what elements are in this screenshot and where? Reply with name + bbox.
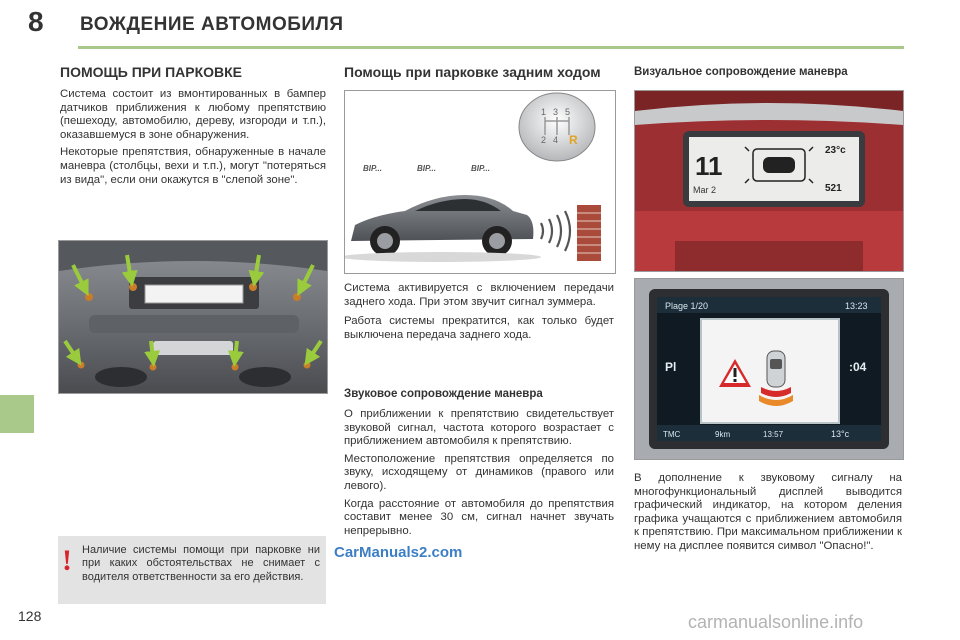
middle-paragraph-4: Местоположение препятствия определяется по звуку, исходящему от динамиков (правого или левого). xyxy=(344,452,614,492)
left-paragraph-2: Некоторые препятствия, обнаруженные в начале маневра (столбцы, вехи и т.п.), могут "потеряться из вида", если они окажутся в "слепой зоне". xyxy=(60,146,326,186)
chapter-side-tab xyxy=(0,395,34,433)
screen-side-left: Pl xyxy=(665,360,677,374)
screen-bottom-temp: 13°c xyxy=(831,429,850,439)
right-text-block xyxy=(634,472,902,554)
beep-label-1: BIP... xyxy=(363,164,382,173)
left-text-block xyxy=(60,88,326,187)
section-heading-reverse-parking: Помощь при парковке задним ходом xyxy=(344,64,601,80)
watermark-carmanualsonline: carmanualsonline.info xyxy=(688,612,864,632)
multifunction-screen-photo xyxy=(634,278,904,460)
middle-text-block-2 xyxy=(344,408,614,538)
screen-side-right: :04 xyxy=(849,360,867,374)
gear-digit-r: R xyxy=(569,133,578,147)
chapter-number: 8 xyxy=(28,6,44,37)
middle-paragraph-5: Когда расстояние от автомобиля до препятствия составит менее 30 см, сигнал начнет звучать непрерывно. xyxy=(344,497,614,537)
gear-digit-4: 4 xyxy=(553,135,559,145)
section-heading-visual-assistance: Визуальное сопровождение маневра xyxy=(634,66,848,78)
header-rule xyxy=(78,46,904,49)
beep-label-3: BIP... xyxy=(471,164,490,173)
page-number: 128 xyxy=(18,608,42,624)
middle-text-block-1 xyxy=(344,282,614,342)
dash-date: Mar 2 xyxy=(693,185,717,195)
right-paragraph-1: В дополнение к звуковому сигналу на многофункциональный дисплей выводится графический индикатор, на котором деления графика учащаются с приближением автомобиля к препятствию. При максимальном приближении к нему на дисплее появится символ "Опасно!". xyxy=(634,472,902,552)
screen-top-time: 13:23 xyxy=(845,301,868,311)
dashboard-display-photo xyxy=(634,90,904,272)
warning-text: Наличие системы помощи при парковке ни при каких обстоятельствах не снимает с водителя ответственности за его действия. xyxy=(82,544,320,583)
beep-label-2: BIP... xyxy=(417,164,436,173)
subheading-audible-assistance: Звуковое сопровождение маневра xyxy=(344,388,543,400)
left-paragraph-1: Система состоит из вмонтированных в бампер датчиков приближения к любому препятствию (пешеходу, автомобилю, дереву, изгороди и т.п.), оказавшемуся в зоне обнаружения. xyxy=(60,88,326,141)
gear-digit-3: 3 xyxy=(553,107,559,117)
dash-big-number: 11 xyxy=(695,151,723,181)
screen-tmc: TMC xyxy=(663,430,681,439)
dash-value: 521 xyxy=(825,183,842,194)
middle-paragraph-1: Система активируется с включением передачи заднего хода. При этом звучит сигнал зуммера. xyxy=(344,282,614,308)
reverse-parking-illustration xyxy=(344,90,616,274)
warning-text-container xyxy=(82,544,320,584)
screen-km: 9km xyxy=(715,430,731,439)
watermark-carmanuals2: CarManuals2.com xyxy=(334,544,463,561)
screen-top-left-label: Plage 1/20 xyxy=(665,301,709,311)
section-heading-parking-assist: ПОМОЩЬ ПРИ ПАРКОВКЕ xyxy=(60,64,243,80)
middle-paragraph-2: Работа системы прекратится, как только будет выключена передача заднего хода. xyxy=(344,315,614,341)
dash-temperature: 23°c xyxy=(825,145,846,156)
chapter-title: ВОЖДЕНИЕ АВТОМОБИЛЯ xyxy=(80,14,344,35)
gear-digit-5: 5 xyxy=(565,107,571,117)
gear-digit-1: 1 xyxy=(541,107,547,117)
middle-paragraph-3: О приближении к препятствию свидетельствует звуковой сигнал, частота которого возрастает с приближением автомобиля к препятствию. xyxy=(344,408,614,448)
exclamation-warning-icon: ! xyxy=(62,544,72,577)
screen-bottom-time: 13:57 xyxy=(763,430,784,439)
rear-bumper-sensors-image xyxy=(58,240,328,394)
gear-digit-2: 2 xyxy=(541,135,547,145)
